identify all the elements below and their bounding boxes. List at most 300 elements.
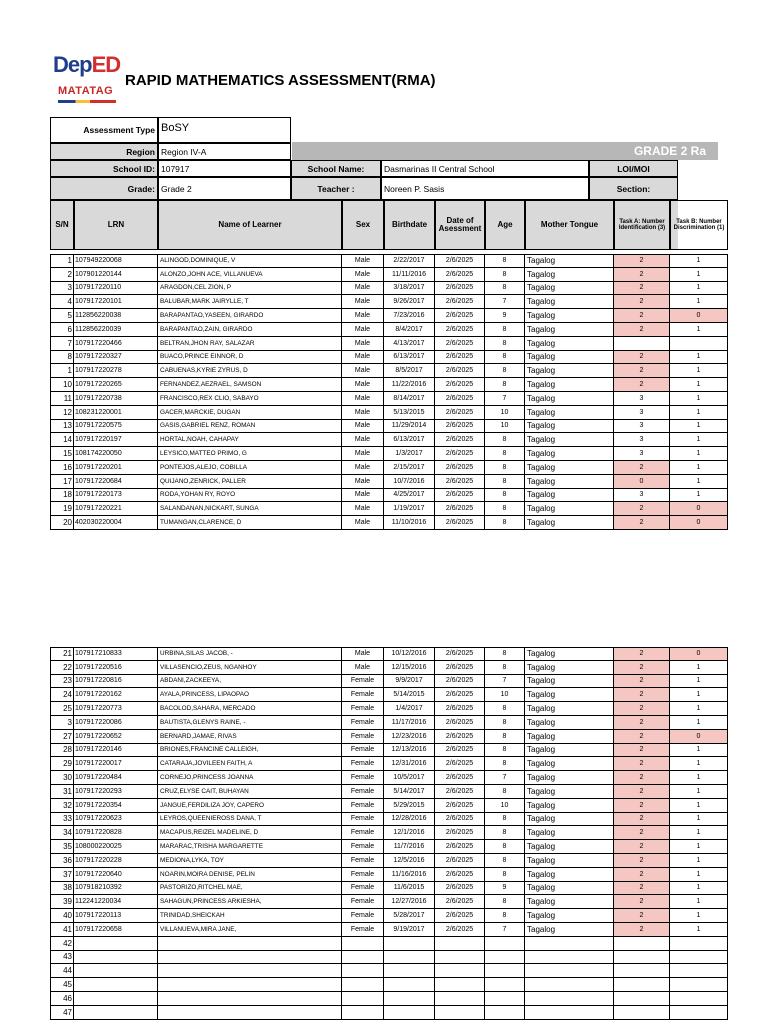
task-a-cell[interactable] [614,964,670,978]
birthdate-cell[interactable] [384,992,435,1006]
sex-cell[interactable]: Female [342,868,384,882]
task-b-cell[interactable] [670,964,728,978]
sn-cell[interactable]: 28 [50,744,74,758]
task-a-cell[interactable] [614,978,670,992]
birthdate-cell[interactable] [384,978,435,992]
assessment-date-cell[interactable]: 2/6/2025 [435,716,485,730]
task-b-cell[interactable]: 0 [670,647,728,661]
task-a-cell[interactable]: 2 [614,923,670,937]
task-a-cell[interactable]: 2 [614,364,670,378]
birthdate-cell[interactable]: 12/31/2016 [384,757,435,771]
task-b-cell[interactable]: 1 [670,799,728,813]
lrn-cell[interactable]: 107917220265 [74,378,158,392]
task-b-cell[interactable]: 1 [670,744,728,758]
lrn-cell[interactable] [74,951,158,965]
sex-cell[interactable]: Female [342,923,384,937]
sn-cell[interactable]: 24 [50,688,74,702]
lrn-cell[interactable] [74,964,158,978]
sex-cell[interactable]: Female [342,840,384,854]
sn-cell[interactable]: 5 [50,309,74,323]
birthdate-cell[interactable]: 3/18/2017 [384,282,435,296]
age-cell[interactable]: 8 [485,647,525,661]
sn-cell[interactable]: 31 [50,785,74,799]
mother-tongue-cell[interactable]: Tagalog [525,688,614,702]
birthdate-cell[interactable] [384,937,435,951]
sn-cell[interactable]: 45 [50,978,74,992]
sn-cell[interactable]: 21 [50,647,74,661]
sex-cell[interactable]: Female [342,716,384,730]
assessment-date-cell[interactable]: 2/6/2025 [435,882,485,896]
mother-tongue-cell[interactable] [525,937,614,951]
task-b-cell[interactable]: 1 [670,771,728,785]
sn-cell[interactable]: 20 [50,516,74,530]
task-b-cell[interactable]: 1 [670,868,728,882]
assessment-date-cell[interactable]: 2/6/2025 [435,895,485,909]
sn-cell[interactable]: 14 [50,433,74,447]
learner-name-cell[interactable]: CRUZ,ELYSE CAIT, BUHAYAN [158,785,342,799]
learner-name-cell[interactable]: NOARIN,MOIRA DENISE, PELIN [158,868,342,882]
sex-cell[interactable]: Female [342,895,384,909]
assessment-date-cell[interactable]: 2/6/2025 [435,282,485,296]
task-b-cell[interactable]: 1 [670,433,728,447]
sex-cell[interactable]: Female [342,854,384,868]
birthdate-cell[interactable]: 8/14/2017 [384,392,435,406]
lrn-cell[interactable]: 107917220684 [74,475,158,489]
learner-name-cell[interactable]: LEYSICO,MATTEO PRIMO, G [158,447,342,461]
assessment-date-cell[interactable]: 2/6/2025 [435,868,485,882]
lrn-cell[interactable]: 107917220278 [74,364,158,378]
age-cell[interactable]: 8 [485,716,525,730]
sn-cell[interactable]: 4 [50,295,74,309]
sn-cell[interactable]: 22 [50,661,74,675]
lrn-cell[interactable]: 107917220101 [74,295,158,309]
learner-name-cell[interactable]: ALINGOD,DOMINIQUE, V [158,254,342,268]
learner-name-cell[interactable]: BARAPANTAO,YASEEN, GIRARDO [158,309,342,323]
assessment-date-cell[interactable]: 2/6/2025 [435,799,485,813]
birthdate-cell[interactable]: 12/28/2016 [384,813,435,827]
birthdate-cell[interactable]: 4/13/2017 [384,337,435,351]
task-a-cell[interactable]: 2 [614,675,670,689]
task-a-cell[interactable]: 2 [614,826,670,840]
learner-name-cell[interactable]: BUACO,PRINCE EINNOR, D [158,351,342,365]
sn-cell[interactable]: 32 [50,799,74,813]
mother-tongue-cell[interactable]: Tagalog [525,702,614,716]
task-a-cell[interactable]: 2 [614,730,670,744]
lrn-cell[interactable]: 107917220221 [74,502,158,516]
mother-tongue-cell[interactable]: Tagalog [525,502,614,516]
assessment-date-cell[interactable]: 2/6/2025 [435,475,485,489]
sn-cell[interactable]: 15 [50,447,74,461]
assessment-date-cell[interactable] [435,1006,485,1020]
sn-cell[interactable]: 25 [50,702,74,716]
learner-name-cell[interactable]: BALUBAR,MARK JAIRYLLE, T [158,295,342,309]
birthdate-cell[interactable]: 11/7/2016 [384,840,435,854]
birthdate-cell[interactable]: 8/4/2017 [384,323,435,337]
age-cell[interactable]: 8 [485,447,525,461]
task-b-cell[interactable] [670,978,728,992]
mother-tongue-cell[interactable]: Tagalog [525,433,614,447]
sn-cell[interactable]: 12 [50,406,74,420]
birthdate-cell[interactable]: 12/15/2016 [384,661,435,675]
mother-tongue-cell[interactable]: Tagalog [525,254,614,268]
task-a-cell[interactable]: 2 [614,854,670,868]
task-a-cell[interactable]: 3 [614,433,670,447]
task-a-cell[interactable] [614,951,670,965]
task-b-cell[interactable]: 1 [670,295,728,309]
learner-name-cell[interactable]: ARAGDON,CEL ZION, P [158,282,342,296]
task-b-cell[interactable]: 1 [670,406,728,420]
learner-name-cell[interactable]: CABUENAS,KYRIE ZYRUS, D [158,364,342,378]
task-b-cell[interactable] [670,337,728,351]
mother-tongue-cell[interactable]: Tagalog [525,351,614,365]
assessment-date-cell[interactable]: 2/6/2025 [435,420,485,434]
lrn-cell[interactable]: 107917220816 [74,675,158,689]
task-b-cell[interactable]: 1 [670,702,728,716]
mother-tongue-cell[interactable]: Tagalog [525,282,614,296]
sex-cell[interactable]: Female [342,744,384,758]
mother-tongue-cell[interactable] [525,978,614,992]
sex-cell[interactable]: Female [342,771,384,785]
mother-tongue-cell[interactable] [525,951,614,965]
task-a-cell[interactable]: 2 [614,868,670,882]
sex-cell[interactable]: Female [342,730,384,744]
task-a-cell[interactable]: 2 [614,744,670,758]
assessment-date-cell[interactable]: 2/6/2025 [435,295,485,309]
task-b-cell[interactable]: 1 [670,757,728,771]
lrn-cell[interactable]: 107917220110 [74,282,158,296]
task-b-cell[interactable]: 1 [670,254,728,268]
age-cell[interactable] [485,937,525,951]
age-cell[interactable]: 8 [485,516,525,530]
sn-cell[interactable]: 46 [50,992,74,1006]
sn-cell[interactable]: 2 [50,268,74,282]
sn-cell[interactable]: 39 [50,895,74,909]
assessment-date-cell[interactable]: 2/6/2025 [435,254,485,268]
age-cell[interactable]: 7 [485,771,525,785]
sn-cell[interactable]: 41 [50,923,74,937]
sex-cell[interactable] [342,1006,384,1020]
age-cell[interactable]: 8 [485,785,525,799]
birthdate-cell[interactable]: 6/13/2017 [384,351,435,365]
sex-cell[interactable]: Male [342,282,384,296]
mother-tongue-cell[interactable]: Tagalog [525,868,614,882]
birthdate-cell[interactable]: 5/13/2015 [384,406,435,420]
task-b-cell[interactable]: 1 [670,688,728,702]
learner-name-cell[interactable]: GASIS,GABRIEL RENZ, ROMAN [158,420,342,434]
learner-name-cell[interactable]: BAUTISTA,GLENYS RAINE, - [158,716,342,730]
sn-cell[interactable]: 13 [50,420,74,434]
learner-name-cell[interactable]: MACAPUS,REIZEL MADELINE, D [158,826,342,840]
task-a-cell[interactable]: 3 [614,420,670,434]
age-cell[interactable]: 8 [485,868,525,882]
assessment-date-cell[interactable]: 2/6/2025 [435,813,485,827]
assessment-date-cell[interactable] [435,937,485,951]
task-b-cell[interactable] [670,951,728,965]
age-cell[interactable] [485,951,525,965]
sex-cell[interactable]: Female [342,785,384,799]
learner-name-cell[interactable] [158,1006,342,1020]
assessment-date-cell[interactable]: 2/6/2025 [435,502,485,516]
mother-tongue-cell[interactable]: Tagalog [525,647,614,661]
lrn-cell[interactable]: 107917220017 [74,757,158,771]
age-cell[interactable]: 7 [485,675,525,689]
lrn-cell[interactable]: 112856220038 [74,309,158,323]
lrn-cell[interactable]: 108000220025 [74,840,158,854]
age-cell[interactable]: 8 [485,337,525,351]
age-cell[interactable]: 8 [485,840,525,854]
task-b-cell[interactable]: 1 [670,364,728,378]
lrn-cell[interactable]: 107917220228 [74,854,158,868]
age-cell[interactable]: 8 [485,730,525,744]
lrn-cell[interactable]: 107917220354 [74,799,158,813]
task-a-cell[interactable]: 3 [614,447,670,461]
task-a-cell[interactable]: 2 [614,295,670,309]
sex-cell[interactable]: Female [342,799,384,813]
learner-name-cell[interactable]: VILLASENCIO,ZEUS, NGANHOY [158,661,342,675]
lrn-cell[interactable]: 107917220162 [74,688,158,702]
assessment-date-cell[interactable]: 2/6/2025 [435,854,485,868]
mother-tongue-cell[interactable]: Tagalog [525,785,614,799]
assessment-date-cell[interactable]: 2/6/2025 [435,364,485,378]
sex-cell[interactable]: Female [342,813,384,827]
lrn-cell[interactable]: 107917220146 [74,744,158,758]
birthdate-cell[interactable]: 1/3/2017 [384,447,435,461]
sex-cell[interactable]: Female [342,702,384,716]
learner-name-cell[interactable] [158,978,342,992]
learner-name-cell[interactable]: BELTRAN,JHON RAY, SALAZAR [158,337,342,351]
age-cell[interactable]: 8 [485,282,525,296]
sn-cell[interactable]: 8 [50,351,74,365]
task-b-cell[interactable]: 1 [670,661,728,675]
sex-cell[interactable]: Male [342,268,384,282]
mother-tongue-cell[interactable]: Tagalog [525,420,614,434]
learner-name-cell[interactable]: QUIJANO,ZENRICK, PALLER [158,475,342,489]
task-b-cell[interactable] [670,992,728,1006]
mother-tongue-cell[interactable]: Tagalog [525,295,614,309]
birthdate-cell[interactable]: 12/23/2016 [384,730,435,744]
learner-name-cell[interactable]: JANGUE,FERDILIZA JOY, CAPERO [158,799,342,813]
sn-cell[interactable]: 29 [50,757,74,771]
mother-tongue-cell[interactable]: Tagalog [525,730,614,744]
birthdate-cell[interactable]: 7/23/2016 [384,309,435,323]
task-b-cell[interactable]: 1 [670,461,728,475]
task-b-cell[interactable]: 1 [670,813,728,827]
lrn-cell[interactable] [74,992,158,1006]
mother-tongue-cell[interactable]: Tagalog [525,744,614,758]
sex-cell[interactable]: Male [342,647,384,661]
mother-tongue-cell[interactable]: Tagalog [525,364,614,378]
birthdate-cell[interactable]: 12/5/2016 [384,854,435,868]
birthdate-cell[interactable]: 6/13/2017 [384,433,435,447]
lrn-cell[interactable]: 107917220327 [74,351,158,365]
lrn-cell[interactable]: 107918210392 [74,882,158,896]
birthdate-cell[interactable]: 10/7/2016 [384,475,435,489]
sn-cell[interactable]: 33 [50,813,74,827]
age-cell[interactable]: 8 [485,378,525,392]
age-cell[interactable]: 10 [485,799,525,813]
task-a-cell[interactable]: 2 [614,516,670,530]
task-a-cell[interactable] [614,992,670,1006]
learner-name-cell[interactable] [158,951,342,965]
age-cell[interactable]: 8 [485,254,525,268]
mother-tongue-cell[interactable]: Tagalog [525,378,614,392]
age-cell[interactable]: 8 [485,351,525,365]
sex-cell[interactable]: Male [342,406,384,420]
mother-tongue-cell[interactable]: Tagalog [525,854,614,868]
sn-cell[interactable]: 1 [50,254,74,268]
learner-name-cell[interactable]: ALONZO,JOHN ACE, VILLANUEVA [158,268,342,282]
sex-cell[interactable]: Male [342,392,384,406]
lrn-cell[interactable]: 107917220173 [74,489,158,503]
sn-cell[interactable]: 18 [50,489,74,503]
sn-cell[interactable]: 43 [50,951,74,965]
task-b-cell[interactable]: 1 [670,895,728,909]
sex-cell[interactable]: Male [342,309,384,323]
task-a-cell[interactable]: 2 [614,461,670,475]
task-a-cell[interactable]: 2 [614,661,670,675]
learner-name-cell[interactable]: VILLANUEVA,MIRA JANE, [158,923,342,937]
assessment-date-cell[interactable] [435,951,485,965]
sn-cell[interactable]: 3 [50,282,74,296]
mother-tongue-cell[interactable]: Tagalog [525,268,614,282]
age-cell[interactable]: 8 [485,813,525,827]
mother-tongue-cell[interactable]: Tagalog [525,475,614,489]
age-cell[interactable]: 8 [485,461,525,475]
lrn-cell[interactable]: 402030220004 [74,516,158,530]
assessment-date-cell[interactable]: 2/6/2025 [435,909,485,923]
birthdate-cell[interactable]: 2/15/2017 [384,461,435,475]
sn-cell[interactable]: 44 [50,964,74,978]
lrn-cell[interactable]: 107917220773 [74,702,158,716]
task-b-cell[interactable]: 1 [670,854,728,868]
age-cell[interactable]: 7 [485,392,525,406]
age-cell[interactable]: 8 [485,502,525,516]
task-b-cell[interactable]: 1 [670,392,728,406]
assessment-date-cell[interactable]: 2/6/2025 [435,675,485,689]
lrn-cell[interactable]: 107917220484 [74,771,158,785]
sn-cell[interactable]: 7 [50,337,74,351]
assessment-date-cell[interactable]: 2/6/2025 [435,337,485,351]
assessment-date-cell[interactable]: 2/6/2025 [435,771,485,785]
task-a-cell[interactable]: 2 [614,282,670,296]
sex-cell[interactable]: Male [342,337,384,351]
lrn-cell[interactable]: 107917220293 [74,785,158,799]
assessment-date-cell[interactable]: 2/6/2025 [435,392,485,406]
sex-cell[interactable]: Male [342,447,384,461]
assessment-date-cell[interactable]: 2/6/2025 [435,730,485,744]
task-b-cell[interactable]: 0 [670,309,728,323]
task-b-cell[interactable]: 0 [670,730,728,744]
learner-name-cell[interactable]: MARARAC,TRISHA MARGARETTE [158,840,342,854]
birthdate-cell[interactable]: 10/12/2016 [384,647,435,661]
mother-tongue-cell[interactable]: Tagalog [525,799,614,813]
task-a-cell[interactable]: 2 [614,813,670,827]
sn-cell[interactable]: 37 [50,868,74,882]
sn-cell[interactable]: 34 [50,826,74,840]
task-a-cell[interactable]: 3 [614,489,670,503]
task-a-cell[interactable]: 3 [614,392,670,406]
learner-name-cell[interactable]: AYALA,PRINCESS, LIPAOPAO [158,688,342,702]
task-b-cell[interactable] [670,1006,728,1020]
assessment-date-cell[interactable]: 2/6/2025 [435,757,485,771]
age-cell[interactable]: 10 [485,688,525,702]
lrn-cell[interactable]: 108231220001 [74,406,158,420]
birthdate-cell[interactable]: 11/16/2016 [384,868,435,882]
mother-tongue-cell[interactable]: Tagalog [525,337,614,351]
task-a-cell[interactable] [614,937,670,951]
lrn-cell[interactable]: 107917220201 [74,461,158,475]
assessment-date-cell[interactable]: 2/6/2025 [435,647,485,661]
sex-cell[interactable]: Male [342,461,384,475]
task-b-cell[interactable]: 1 [670,489,728,503]
sn-cell[interactable]: 23 [50,675,74,689]
mother-tongue-cell[interactable]: Tagalog [525,882,614,896]
lrn-cell[interactable]: 107917220828 [74,826,158,840]
assessment-type-value[interactable]: BoSY [158,117,291,143]
task-b-cell[interactable]: 1 [670,923,728,937]
sn-cell[interactable]: 38 [50,882,74,896]
sex-cell[interactable] [342,964,384,978]
birthdate-cell[interactable]: 10/5/2017 [384,771,435,785]
lrn-cell[interactable]: 112856220039 [74,323,158,337]
birthdate-cell[interactable]: 12/27/2016 [384,895,435,909]
mother-tongue-cell[interactable]: Tagalog [525,757,614,771]
age-cell[interactable]: 8 [485,909,525,923]
mother-tongue-cell[interactable] [525,992,614,1006]
mother-tongue-cell[interactable]: Tagalog [525,716,614,730]
learner-name-cell[interactable]: FERNANDEZ,AEZRAEL, SAMSON [158,378,342,392]
sex-cell[interactable]: Female [342,688,384,702]
task-b-cell[interactable]: 1 [670,826,728,840]
task-a-cell[interactable]: 2 [614,254,670,268]
sex-cell[interactable]: Male [342,661,384,675]
assessment-date-cell[interactable]: 2/6/2025 [435,323,485,337]
mother-tongue-cell[interactable]: Tagalog [525,895,614,909]
sex-cell[interactable]: Male [342,254,384,268]
sex-cell[interactable]: Male [342,489,384,503]
sex-cell[interactable]: Male [342,378,384,392]
learner-name-cell[interactable]: ABDANI,ZACKEEYA, [158,675,342,689]
sex-cell[interactable] [342,978,384,992]
task-b-cell[interactable] [670,937,728,951]
birthdate-cell[interactable]: 9/26/2017 [384,295,435,309]
assessment-date-cell[interactable]: 2/6/2025 [435,309,485,323]
learner-name-cell[interactable]: BRIONES,FRANCINE CALLEIGH, [158,744,342,758]
task-a-cell[interactable]: 2 [614,502,670,516]
learner-name-cell[interactable]: HORTAL,NOAH, CAHAPAY [158,433,342,447]
task-b-cell[interactable]: 1 [670,909,728,923]
task-b-cell[interactable]: 1 [670,282,728,296]
lrn-cell[interactable]: 107917220623 [74,813,158,827]
sex-cell[interactable]: Male [342,364,384,378]
sn-cell[interactable]: 17 [50,475,74,489]
learner-name-cell[interactable]: SAHAGUN,PRINCESS ARKIESHA, [158,895,342,909]
age-cell[interactable] [485,1006,525,1020]
task-a-cell[interactable]: 2 [614,688,670,702]
lrn-cell[interactable]: 107917220652 [74,730,158,744]
sex-cell[interactable]: Female [342,882,384,896]
learner-name-cell[interactable]: TUMANGAN,CLARENCE, D [158,516,342,530]
task-a-cell[interactable]: 2 [614,268,670,282]
mother-tongue-cell[interactable]: Tagalog [525,309,614,323]
task-a-cell[interactable]: 2 [614,895,670,909]
age-cell[interactable]: 10 [485,420,525,434]
assessment-date-cell[interactable] [435,964,485,978]
task-a-cell[interactable] [614,1006,670,1020]
learner-name-cell[interactable]: LEYROS,QUEENIEROSS DANA, T [158,813,342,827]
lrn-cell[interactable]: 107917220658 [74,923,158,937]
mother-tongue-cell[interactable]: Tagalog [525,661,614,675]
